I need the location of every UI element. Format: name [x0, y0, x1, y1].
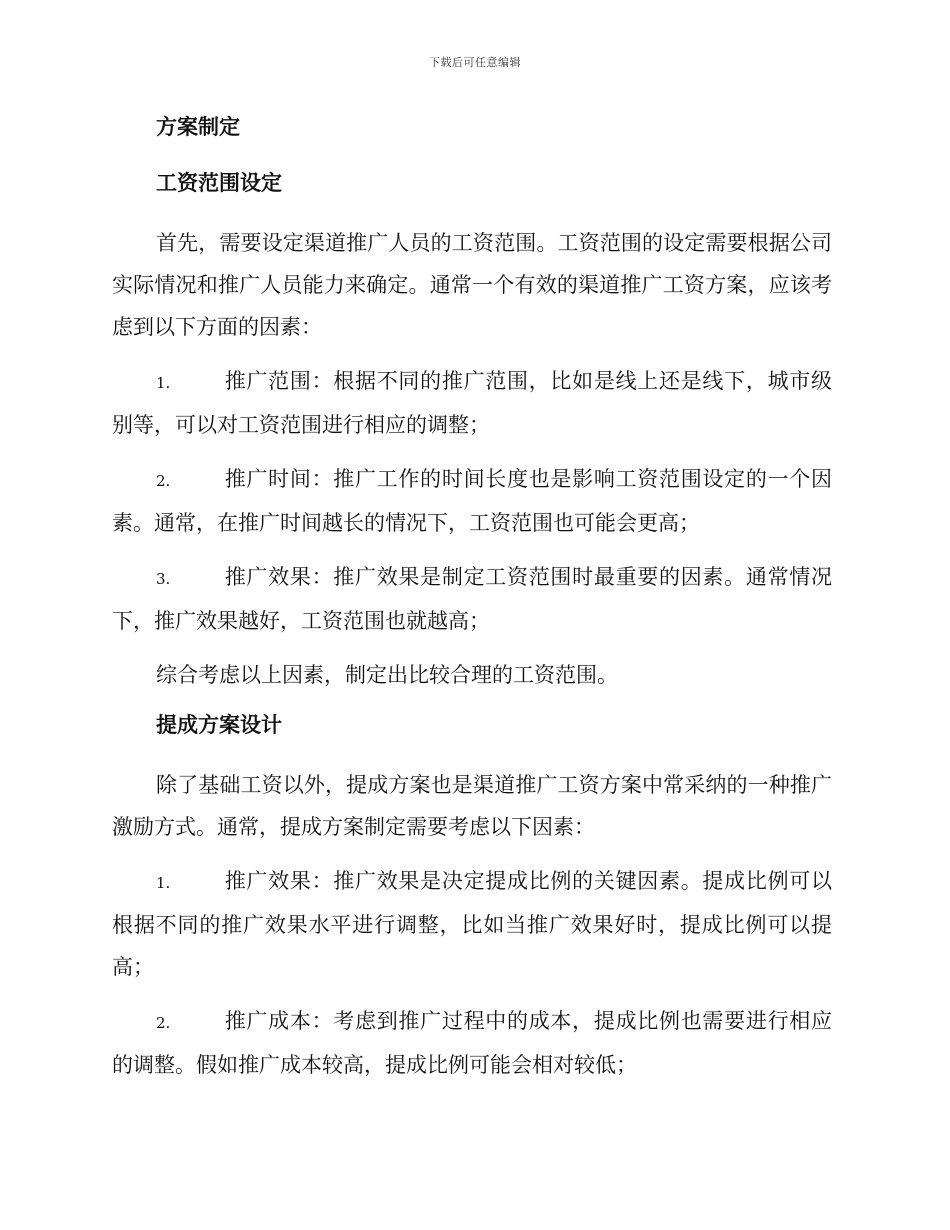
- list-item: [112, 860, 832, 988]
- document-body: [112, 110, 832, 1098]
- list-item: [112, 360, 832, 446]
- section-heading-salary-range: 工资范围设定: [156, 171, 282, 195]
- list-item-text: 推广效果：推广效果是制定工资范围时最重要的因素。通常情况下，推广效果越好，工资范围也就越高；: [112, 565, 832, 633]
- list-item-number: 3.: [156, 570, 171, 588]
- list-item-number: 1.: [156, 874, 171, 892]
- page-header-note: 下载后可任意编辑: [429, 56, 521, 69]
- paragraph-intro: 首先，需要设定渠道推广人员的工资范围。工资范围的设定需要根据公司实际情况和推广人员能力来确定。通常一个有效的渠道推广工资方案，应该考虑到以下方面的因素：: [112, 231, 832, 339]
- list-item-number: 2.: [156, 472, 171, 490]
- commission-factor-list: [112, 860, 832, 1086]
- paragraph-summary: 综合考虑以上因素，制定出比较合理的工资范围。: [156, 663, 618, 687]
- list-item-text: 推广范围：根据不同的推广范围，比如是线上还是线下，城市级别等，可以对工资范围进行相应的调整；: [112, 369, 832, 437]
- section-heading-commission: 提成方案设计: [156, 713, 282, 737]
- list-item-number: 1.: [156, 374, 171, 392]
- paragraph-commission-intro: 除了基础工资以外，提成方案也是渠道推广工资方案中常采纳的一种推广激励方式。通常，提成方案制定需要考虑以下因素：: [112, 773, 832, 839]
- list-item-text: 推广时间：推广工作的时间长度也是影响工资范围设定的一个因素。通常，在推广时间越长的情况下，工资范围也可能会更高；: [112, 467, 832, 535]
- list-item: [112, 1000, 832, 1086]
- salary-factor-list: [112, 360, 832, 642]
- list-item: [112, 556, 832, 642]
- list-item-text: 推广成本：考虑到推广过程中的成本，提成比例也需要进行相应的调整。假如推广成本较高，提成比例可能会相对较低；: [112, 1009, 832, 1077]
- list-item: [112, 458, 832, 544]
- list-item-text: 推广效果：推广效果是决定提成比例的关键因素。提成比例可以根据不同的推广效果水平进行调整，比如当推广效果好时，提成比例可以提高；: [112, 869, 832, 979]
- section-heading-plan: 方案制定: [156, 115, 240, 139]
- list-item-number: 2.: [156, 1014, 171, 1032]
